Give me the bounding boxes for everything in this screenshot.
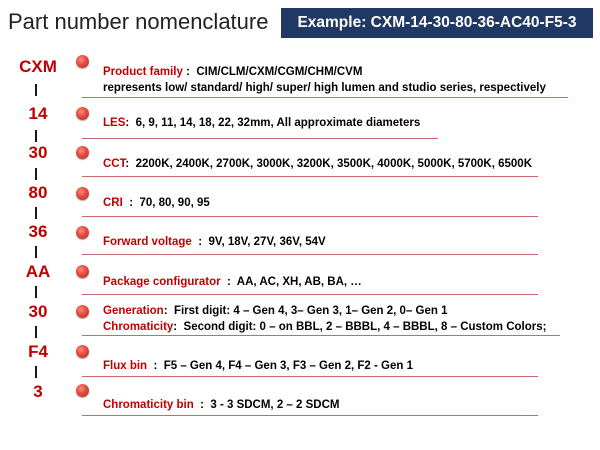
row-value: 3 - 3 SDCM, 2 – 2 SDCM (210, 399, 340, 411)
bullet-dot-icon (76, 384, 89, 397)
row-colon: : (129, 197, 134, 209)
row-divider (82, 176, 538, 177)
row-value: 70, 80, 90, 95 (139, 197, 210, 209)
connector (35, 246, 37, 258)
row-label: Chromaticity (103, 321, 174, 333)
connector (35, 326, 37, 338)
row-cct (103, 156, 532, 172)
bullet-dot-icon (76, 55, 89, 68)
row-product-family (103, 64, 546, 96)
row-forward-voltage (103, 234, 326, 250)
row-value: F5 – Gen 4, F4 – Gen 3, F3 – Gen 2, F2 - Gen 1 (163, 360, 413, 372)
row-divider (82, 415, 538, 416)
row-divider (82, 376, 538, 377)
code-family: CXM (19, 57, 57, 76)
row-divider (82, 216, 538, 217)
row-colon: : (173, 321, 178, 333)
row-value-line2: represents low/ standard/ high/ super/ high lumen and studio series, respectively (103, 82, 546, 94)
row-package-configurator (103, 274, 362, 290)
code-gen-chroma: 30 (28, 302, 48, 321)
row-label: Product family (103, 66, 183, 78)
row-colon: : (186, 66, 190, 78)
row-label: Generation (103, 305, 164, 317)
code-flux: F4 (28, 342, 48, 361)
code-les: 14 (28, 104, 48, 123)
row-divider (82, 335, 560, 336)
code-package: AA (25, 262, 51, 281)
connector (35, 207, 37, 219)
row-les (103, 115, 420, 131)
row-chromaticity-bin (103, 397, 339, 413)
row-value: 9V, 18V, 27V, 36V, 54V (208, 236, 326, 248)
row-cri (103, 195, 210, 211)
connector (35, 130, 37, 142)
row-colon: : (153, 360, 158, 372)
bullet-dot-icon (76, 345, 89, 358)
row-flux-bin (103, 358, 413, 374)
bullet-dot-icon (76, 265, 89, 278)
row-label: CRI (103, 197, 123, 209)
bullet-dot-icon (76, 226, 89, 239)
example-banner: Example: CXM-14-30-80-36-AC40-F5-3 (281, 8, 593, 38)
bullet-dot-icon (76, 305, 89, 318)
row-label: Forward voltage (103, 236, 192, 248)
row-value: First digit: 4 – Gen 4, 3– Gen 3, 1– Gen 2, 0– Gen 1 (173, 305, 448, 317)
bullet-dot-icon (76, 107, 89, 120)
row-value: Second digit: 0 – on BBL, 2 – BBBL, 4 – BBBL, 8 – Custom Colors; (183, 321, 547, 333)
connector (35, 366, 37, 378)
code-voltage: 36 (28, 222, 48, 241)
bullet-dot-icon (76, 187, 89, 200)
connector (35, 286, 37, 298)
connector (35, 84, 37, 96)
row-colon: : (125, 158, 130, 170)
row-label: CCT (103, 158, 126, 170)
code-cct: 30 (28, 143, 48, 162)
code-cri: 80 (28, 183, 48, 202)
row-divider (82, 254, 538, 255)
row-colon: : (163, 305, 168, 317)
row-value: 6, 9, 11, 14, 18, 22, 32mm, All approximate diameters (135, 117, 421, 129)
row-colon: : (200, 399, 204, 411)
page-title: Part number nomenclature (8, 9, 269, 34)
bullet-dot-icon (76, 146, 89, 159)
row-label: LES (103, 117, 126, 129)
row-label: Chromaticity bin (103, 399, 194, 411)
connector (35, 168, 37, 180)
row-divider (82, 97, 568, 98)
row-label: Package configurator (103, 276, 221, 288)
row-colon: : (125, 117, 130, 129)
code-chroma-bin: 3 (33, 382, 43, 401)
row-value: CIM/CLM/CXM/CGM/CHM/CVM (196, 66, 363, 78)
row-colon: : (226, 276, 231, 288)
row-divider (82, 138, 438, 139)
row-value: AA, AC, XH, AB, BA, … (236, 276, 362, 288)
row-value: 2200K, 2400K, 2700K, 3000K, 3200K, 3500K, 4000K, 5000K, 5700K, 6500K (135, 158, 532, 170)
row-colon: : (198, 236, 203, 248)
row-generation-chromaticity (103, 303, 546, 335)
row-label: Flux bin (103, 360, 148, 372)
row-divider (82, 294, 538, 295)
